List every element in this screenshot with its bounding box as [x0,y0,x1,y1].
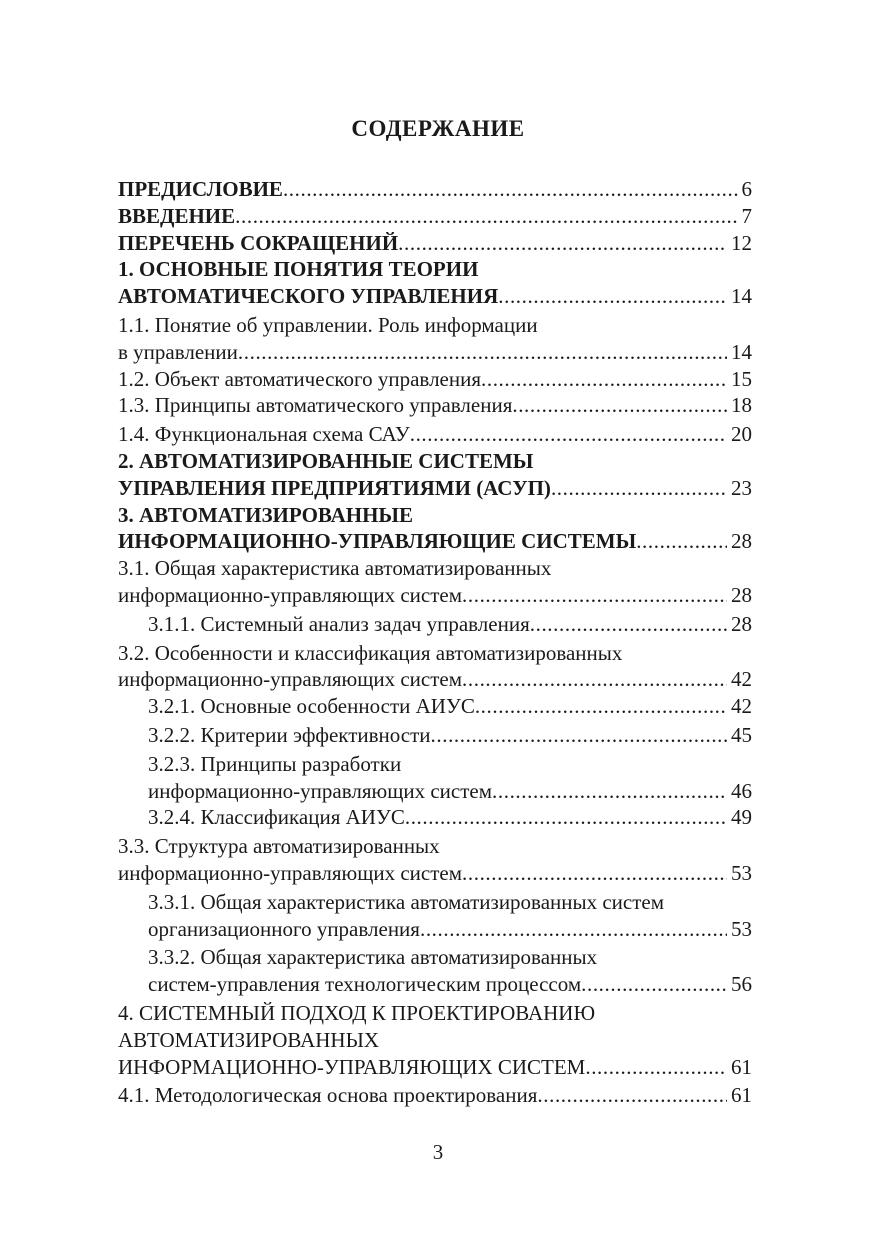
toc-entry-title-line: 3.2.3. Принципы разработки [148,751,402,776]
dot-leader [462,582,727,609]
toc-entry-title-line: 3.1. Общая характеристика автоматизированных [118,556,552,581]
toc-entry-page: 20 [731,422,752,447]
toc-entry-page: 61 [731,1083,752,1108]
toc-entry[interactable] [118,751,752,805]
toc-entry[interactable] [118,611,752,638]
toc-entry-leader-line [118,528,752,555]
toc-entry-title-line: 3.3.2. Общая характеристика автоматизированных [148,945,598,970]
dot-leader [585,1054,727,1081]
toc-entry[interactable] [118,392,752,419]
toc-entry[interactable] [118,502,752,556]
toc-entry-leader-line [118,366,752,393]
toc-entry-title-line: 3.3.1. Общая характеристика автоматизированных систем [148,889,665,914]
toc-entry-page: 53 [731,860,752,885]
toc-entry-title: информационно-управляющих систем [118,582,463,607]
table-of-contents [118,176,752,1109]
toc-entry[interactable] [118,833,752,887]
toc-entry[interactable] [118,889,752,943]
toc-entry-leader-line [148,778,752,805]
toc-entry[interactable] [118,256,752,310]
toc-entry-title: систем-управления технологическим процессом [148,972,582,997]
toc-entry-page: 23 [731,475,752,500]
toc-entry-title: 1.3. Принципы автоматического управления [118,393,513,418]
page-number: 3 [432,1140,444,1164]
toc-entry-title: 1.2. Объект автоматического управления [118,366,481,391]
toc-entry-title: 3.2.1. Основные особенности АИУС [148,694,475,719]
toc-entry-leader-line [148,916,752,943]
toc-entry[interactable] [118,312,752,366]
toc-entry-title: УПРАВЛЕНИЯ ПРЕДПРИЯТИЯМИ (АСУП) [118,475,551,500]
toc-entry-leader-line [118,230,752,257]
toc-entry-page: 42 [731,667,752,692]
toc-entry-leader-line [118,475,752,502]
toc-entry[interactable] [118,944,752,998]
toc-entry[interactable] [118,203,752,230]
toc-entry-page: 49 [731,805,752,830]
toc-entry[interactable] [118,448,752,502]
dot-leader [462,666,727,693]
toc-entry-leader-line [118,860,752,887]
toc-entry-title: 3.1.1. Системный анализ задач управления [148,611,530,636]
dot-leader [481,366,727,393]
dot-leader [410,421,727,448]
toc-entry-title: ПЕРЕЧЕНЬ СОКРАЩЕНИЙ [118,230,399,255]
toc-entry-title: 4.1. Методологическая основа проектирования [118,1083,538,1108]
toc-entry-leader-line [118,666,752,693]
toc-entry-leader-line [148,611,752,638]
toc-entry-title: информационно-управляющих систем [118,667,463,692]
dot-leader [405,804,727,831]
toc-entry-title-line: 2. АВТОМАТИЗИРОВАННЫЕ СИСТЕМЫ [118,448,534,473]
toc-entry-page: 42 [731,694,752,719]
toc-entry-page: 18 [731,393,752,418]
dot-leader [492,778,727,805]
toc-entry-page: 45 [731,722,752,747]
toc-entry-page: 53 [731,916,752,941]
toc-entry-page: 28 [731,611,752,636]
toc-entry-title: АВТОМАТИЧЕСКОГО УПРАВЛЕНИЯ [118,284,499,309]
dot-leader [551,475,727,502]
dot-leader [581,971,727,998]
toc-entry-leader-line [118,582,752,609]
toc-entry[interactable] [118,1082,752,1109]
toc-entry-title-line: 4. СИСТЕМНЫЙ ПОДХОД К ПРОЕКТИРОВАНИЮ [118,1000,596,1025]
toc-entry-leader-line [148,693,752,720]
toc-entry-title-line: 3. АВТОМАТИЗИРОВАННЫЕ [118,502,414,527]
toc-entry[interactable] [118,421,752,448]
toc-entry-title: 1.4. Функциональная схема САУ [118,422,410,447]
toc-entry-leader-line [118,203,752,230]
toc-entry-title: информационно-управляющих систем [148,778,493,803]
toc-entry-title: ПРЕДИСЛОВИЕ [118,177,283,201]
toc-entry-leader-line [118,392,752,419]
toc-entry[interactable] [118,230,752,257]
toc-entry-title: информационно-управляющих систем [118,860,463,885]
toc-entry-title: ВВЕДЕНИЕ [118,203,236,228]
dot-leader [636,528,727,555]
dot-leader [283,176,738,203]
toc-entry-page: 12 [731,230,752,255]
dot-leader [512,392,727,419]
toc-entry[interactable] [118,722,752,749]
toc-entry-page: 14 [731,284,752,309]
toc-entry-leader-line [118,176,752,203]
toc-entry-title: 3.2.4. Классификация АИУС [148,805,405,830]
dot-leader [498,283,727,310]
toc-entry-title-line: 3.2. Особенности и классификация автоматизированных [118,640,623,665]
toc-entry-page: 28 [731,582,752,607]
toc-entry-page: 6 [741,177,752,201]
toc-entry[interactable] [118,366,752,393]
toc-entry-page: 61 [731,1054,752,1079]
toc-entry-title: в управлении [118,339,238,364]
toc-entry-leader-line [148,971,752,998]
toc-entry-page: 28 [731,529,752,554]
dot-leader [420,916,727,943]
toc-entry-leader-line [118,339,752,366]
toc-entry-leader-line [118,1054,752,1081]
toc-entry[interactable] [118,176,752,203]
toc-entry-page: 15 [731,366,752,391]
toc-entry-title-line: 1.1. Понятие об управлении. Роль информации [118,312,538,337]
toc-entry[interactable] [118,804,752,831]
dot-leader [235,203,737,230]
toc-entry[interactable] [118,555,752,609]
dot-leader [530,611,727,638]
toc-entry-title-line: 3.3. Структура автоматизированных [118,834,440,859]
toc-entry[interactable] [118,640,752,694]
toc-entry-page: 56 [731,972,752,997]
dot-leader [398,230,727,257]
toc-entry-title: 3.2.2. Критерии эффективности [148,722,431,747]
toc-entry-page: 46 [731,778,752,803]
toc-entry-title: ИНФОРМАЦИОННО-УПРАВЛЯЮЩИЕ СИСТЕМЫ [118,529,637,554]
toc-entry[interactable] [118,1000,752,1080]
toc-entry[interactable] [118,693,752,720]
toc-entry-leader-line [148,722,752,749]
dot-leader [238,339,727,366]
toc-entry-page: 7 [741,203,752,228]
toc-entry-title-line: АВТОМАТИЗИРОВАННЫХ [118,1027,380,1052]
toc-entry-leader-line [118,1082,752,1109]
dot-leader [475,693,727,720]
page-title: СОДЕРЖАНИЕ [351,116,525,141]
toc-entry-title: организационного управления [148,916,420,941]
toc-entry-leader-line [118,421,752,448]
toc-entry-leader-line [148,804,752,831]
toc-entry-title: ИНФОРМАЦИОННО-УПРАВЛЯЮЩИХ СИСТЕМ [118,1054,586,1079]
toc-entry-leader-line [118,283,752,310]
dot-leader [537,1082,727,1109]
dot-leader [462,860,727,887]
toc-entry-page: 14 [731,339,752,364]
dot-leader [431,722,727,749]
toc-entry-title-line: 1. ОСНОВНЫЕ ПОНЯТИЯ ТЕОРИИ [118,257,479,282]
